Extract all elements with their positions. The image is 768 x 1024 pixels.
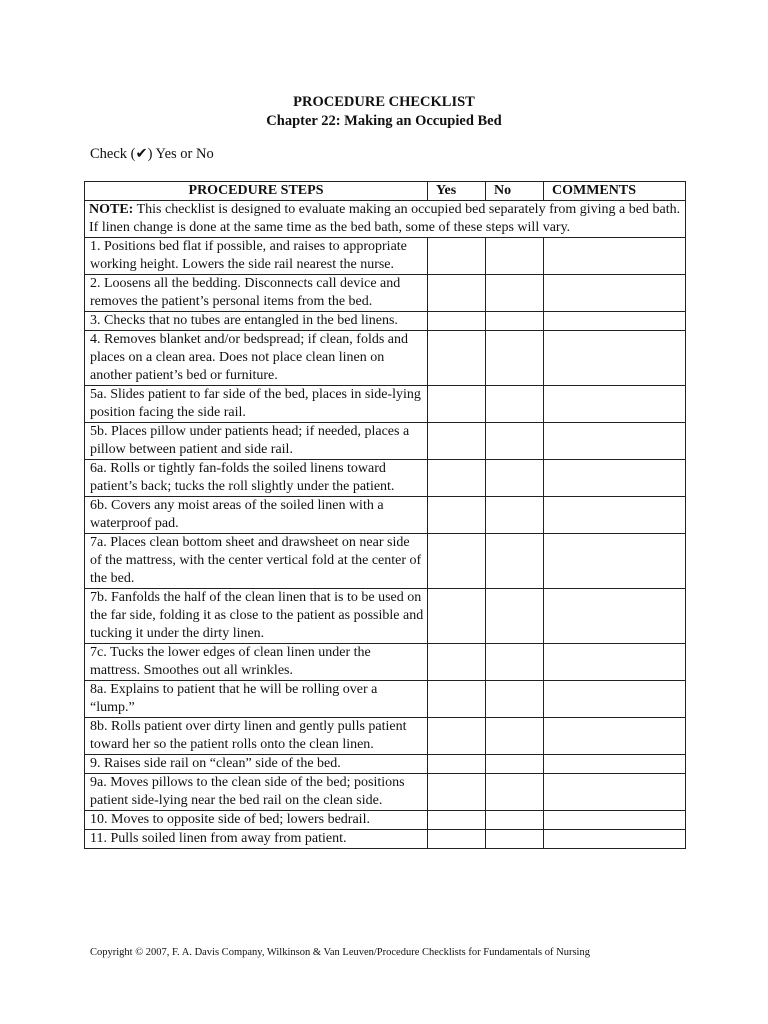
no-checkbox-cell[interactable] — [486, 644, 544, 681]
yes-checkbox-cell[interactable] — [428, 718, 486, 755]
note-label: NOTE: — [89, 202, 134, 217]
table-row — [85, 681, 686, 718]
note-text: This checklist is designed to evaluate making an occupied bed separately from giving a bed bath. If linen change is done at the same time as the bed bath, some of these steps will vary. — [89, 202, 681, 235]
yes-checkbox-cell[interactable] — [428, 589, 486, 644]
comments-cell[interactable] — [544, 534, 686, 589]
yes-checkbox-cell[interactable] — [428, 774, 486, 811]
no-checkbox-cell[interactable] — [486, 830, 544, 849]
procedure-step-text: 8a. Explains to patient that he will be rolling over a “lump.” — [85, 681, 428, 718]
yes-checkbox-cell[interactable] — [428, 644, 486, 681]
yes-checkbox-cell[interactable] — [428, 331, 486, 386]
comments-cell[interactable] — [544, 331, 686, 386]
yes-checkbox-cell[interactable] — [428, 811, 486, 830]
no-checkbox-cell[interactable] — [486, 238, 544, 275]
note-cell — [85, 201, 686, 238]
column-header-yes: Yes — [428, 182, 486, 201]
table-row — [85, 331, 686, 386]
procedure-step-text: 10. Moves to opposite side of bed; lowers bedrail. — [85, 811, 428, 830]
table-row — [85, 275, 686, 312]
comments-cell[interactable] — [544, 681, 686, 718]
table-row — [85, 497, 686, 534]
comments-cell[interactable] — [544, 275, 686, 312]
procedure-step-text: 1. Positions bed flat if possible, and raises to appropriate working height. Lowers the side rail nearest the nurse. — [85, 238, 428, 275]
table-row — [85, 423, 686, 460]
comments-cell[interactable] — [544, 755, 686, 774]
yes-checkbox-cell[interactable] — [428, 386, 486, 423]
note-row — [85, 201, 686, 238]
column-header-no: No — [486, 182, 544, 201]
no-checkbox-cell[interactable] — [486, 718, 544, 755]
chapter-subtitle: Chapter 22: Making an Occupied Bed — [266, 113, 502, 129]
table-row — [85, 460, 686, 497]
procedure-step-text: 4. Removes blanket and/or bedspread; if clean, folds and places on a clean area. Does not place clean linen on another patient’s bed or furniture. — [85, 331, 428, 386]
table-row — [85, 238, 686, 275]
procedure-step-text: 6a. Rolls or tightly fan-folds the soiled linens toward patient’s back; tucks the roll slightly under the patient. — [85, 460, 428, 497]
procedure-step-text: 8b. Rolls patient over dirty linen and gently pulls patient toward her so the patient rolls onto the clean linen. — [85, 718, 428, 755]
procedure-step-text: 7c. Tucks the lower edges of clean linen under the mattress. Smoothes out all wrinkles. — [85, 644, 428, 681]
no-checkbox-cell[interactable] — [486, 312, 544, 331]
no-checkbox-cell[interactable] — [486, 497, 544, 534]
no-checkbox-cell[interactable] — [486, 331, 544, 386]
yes-checkbox-cell[interactable] — [428, 238, 486, 275]
table-row — [85, 312, 686, 331]
no-checkbox-cell[interactable] — [486, 534, 544, 589]
comments-cell[interactable] — [544, 830, 686, 849]
no-checkbox-cell[interactable] — [486, 423, 544, 460]
comments-cell[interactable] — [544, 460, 686, 497]
comments-cell[interactable] — [544, 811, 686, 830]
column-header-comments: COMMENTS — [544, 182, 686, 201]
procedure-step-text: 5b. Places pillow under patients head; if needed, places a pillow between patient and side rail. — [85, 423, 428, 460]
comments-cell[interactable] — [544, 497, 686, 534]
column-header-steps: PROCEDURE STEPS — [85, 182, 428, 201]
procedure-step-text: 11. Pulls soiled linen from away from patient. — [85, 830, 428, 849]
table-row — [85, 386, 686, 423]
checklist-title: PROCEDURE CHECKLIST — [293, 94, 475, 110]
comments-cell[interactable] — [544, 312, 686, 331]
no-checkbox-cell[interactable] — [486, 681, 544, 718]
comments-cell[interactable] — [544, 718, 686, 755]
procedure-checklist-table — [84, 181, 686, 849]
no-checkbox-cell[interactable] — [486, 386, 544, 423]
table-row — [85, 830, 686, 849]
table-row — [85, 811, 686, 830]
table-row — [85, 718, 686, 755]
procedure-step-text: 9a. Moves pillows to the clean side of the bed; positions patient side-lying near the bed rail on the clean side. — [85, 774, 428, 811]
table-row — [85, 534, 686, 589]
yes-checkbox-cell[interactable] — [428, 460, 486, 497]
comments-cell[interactable] — [544, 774, 686, 811]
procedure-step-text: 7b. Fanfolds the half of the clean linen that is to be used on the far side, folding it as close to the patient as possible and tucking it under the dirty linen. — [85, 589, 428, 644]
no-checkbox-cell[interactable] — [486, 811, 544, 830]
no-checkbox-cell[interactable] — [486, 774, 544, 811]
no-checkbox-cell[interactable] — [486, 460, 544, 497]
procedure-step-text: 9. Raises side rail on “clean” side of the bed. — [85, 755, 428, 774]
copyright-footer: Copyright © 2007, F. A. Davis Company, Wilkinson & Van Leuven/Procedure Checklists for Fundamentals of Nursing — [90, 947, 590, 958]
yes-checkbox-cell[interactable] — [428, 534, 486, 589]
yes-checkbox-cell[interactable] — [428, 497, 486, 534]
comments-cell[interactable] — [544, 238, 686, 275]
yes-checkbox-cell[interactable] — [428, 423, 486, 460]
yes-checkbox-cell[interactable] — [428, 755, 486, 774]
table-row — [85, 774, 686, 811]
no-checkbox-cell[interactable] — [486, 755, 544, 774]
yes-checkbox-cell[interactable] — [428, 275, 486, 312]
table-row — [85, 589, 686, 644]
procedure-step-text: 6b. Covers any moist areas of the soiled linen with a waterproof pad. — [85, 497, 428, 534]
table-row — [85, 755, 686, 774]
comments-cell[interactable] — [544, 589, 686, 644]
no-checkbox-cell[interactable] — [486, 589, 544, 644]
comments-cell[interactable] — [544, 644, 686, 681]
procedure-step-text: 2. Loosens all the bedding. Disconnects call device and removes the patient’s personal items from the bed. — [85, 275, 428, 312]
yes-checkbox-cell[interactable] — [428, 830, 486, 849]
yes-checkbox-cell[interactable] — [428, 312, 486, 331]
procedure-step-text: 5a. Slides patient to far side of the bed, places in side-lying position facing the side rail. — [85, 386, 428, 423]
comments-cell[interactable] — [544, 423, 686, 460]
table-row — [85, 644, 686, 681]
table-header-row — [85, 182, 686, 201]
no-checkbox-cell[interactable] — [486, 275, 544, 312]
comments-cell[interactable] — [544, 386, 686, 423]
check-instruction: Check (✔) Yes or No — [90, 146, 214, 162]
yes-checkbox-cell[interactable] — [428, 681, 486, 718]
procedure-step-text: 7a. Places clean bottom sheet and drawsheet on near side of the mattress, with the center vertical fold at the center of the bed. — [85, 534, 428, 589]
procedure-step-text: 3. Checks that no tubes are entangled in the bed linens. — [85, 312, 428, 331]
